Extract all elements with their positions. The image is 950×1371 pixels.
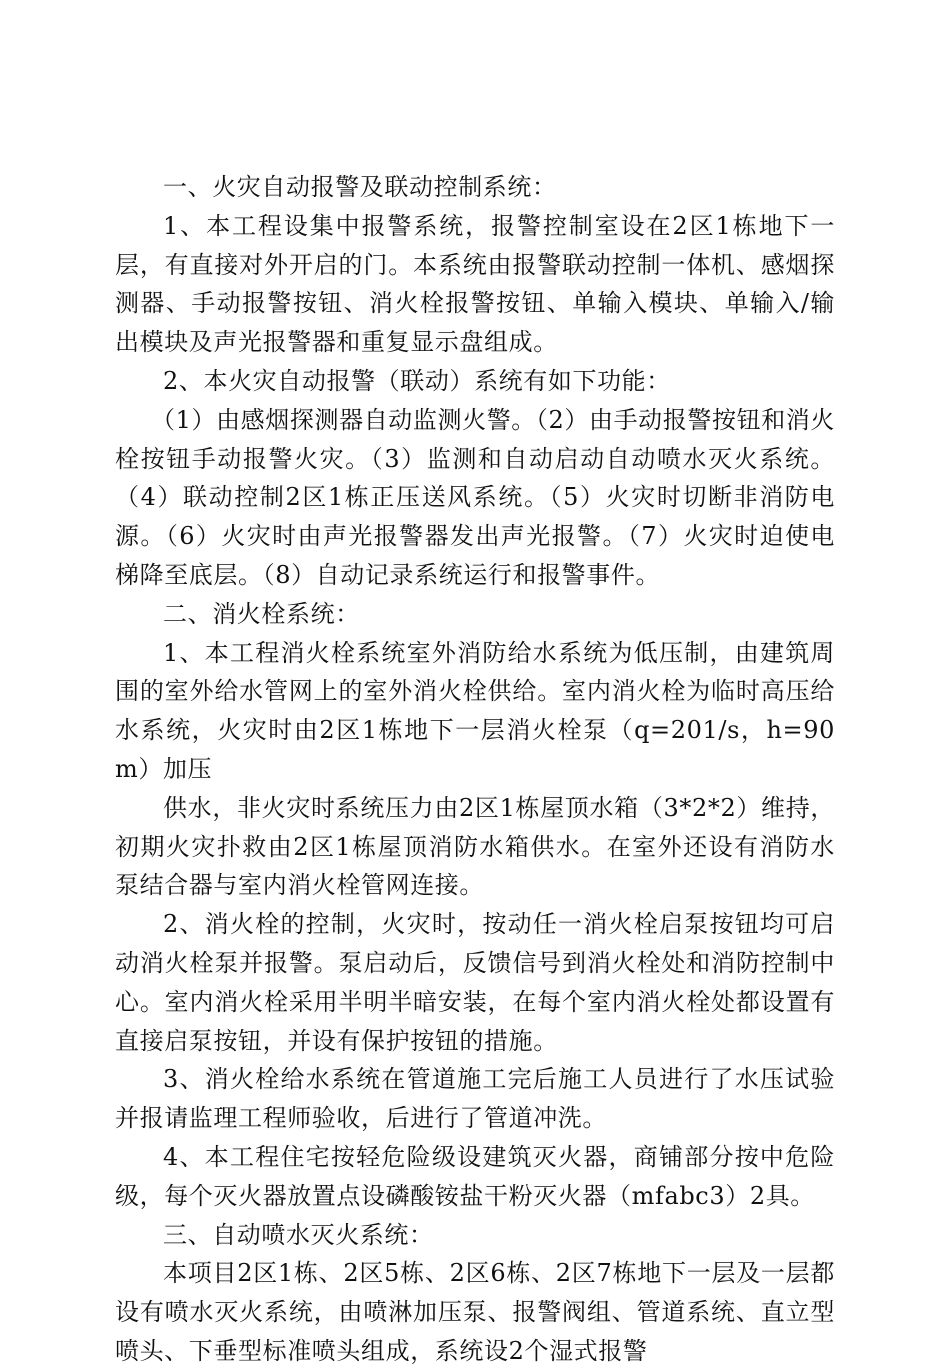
section-heading-sprinkler: 三、自动喷水灭火系统： [163, 1220, 434, 1249]
paragraph: 2、消火栓的控制，火灾时，按动任一消火栓启泵按钮均可启动消火栓泵并报警。泵启动后，反馈信号到消火栓处和消防控制中心。室内消火栓采用半明半暗安装，在每个室内消火栓处都设置有直接启泵按钮，并设有保护按钮的措施。 [115, 910, 835, 1055]
paragraph: 4、本工程住宅按轻危险级设建筑灭火器，商铺部分按中危险级，每个灭火器放置点设磷酸铵盐干粉灭火器（mfabc3）2具。 [115, 1142, 835, 1210]
paragraph: 本项目2区1栋、2区5栋、2区6栋、2区7栋地下一层及一层都设有喷水灭火系统，由喷淋加压泵、报警阀组、管道系统、直立型喷头、下垂型标准喷头组成，系统设2个湿式报警 [115, 1259, 835, 1365]
paragraph: 2、本火灾自动报警（联动）系统有如下功能： [163, 366, 671, 395]
paragraph: 供水，非火灾时系统压力由2区1栋屋顶水箱（3*2*2）维持，初期火灾扑救由2区1栋屋顶消防水箱供水。在室外还设有消防水泵结合器与室内消火栓管网连接。 [115, 793, 835, 900]
section-heading-fire-alarm: 一、火灾自动报警及联动控制系统： [163, 173, 557, 201]
paragraph: 1、本工程设集中报警系统，报警控制室设在2区1栋地下一层，有直接对外开启的门。本系统由报警联动控制一体机、感烟探测器、手动报警按钮、消火栓报警按钮、单输入模块、单输入/输出模块及声光报警器和重复显示盘组成。 [115, 211, 835, 357]
paragraph: （1）由感烟探测器自动监测火警。（2）由手动报警按钮和消火栓按钮手动报警火灾。（3）监测和自动启动自动喷水灭火系统。（4）联动控制2区1栋正压送风系统。（5）火灾时切断非消防电源。（6）火灾时由声光报警器发出声光报警。（7）火灾时迫使电梯降至底层。（8）自动记录系统运行和报警事件。 [115, 405, 835, 589]
section-heading-hydrant: 二、消火栓系统： [163, 599, 360, 628]
paragraph: 3、消火栓给水系统在管道施工完后施工人员进行了水压试验并报请监理工程师验收，后进行了管道冲洗。 [115, 1065, 835, 1133]
paragraph: 1、本工程消火栓系统室外消防给水系统为低压制，由建筑周围的室外给水管网上的室外消火栓供给。室内消火栓为临时高压给水系统，火灾时由2区1栋地下一层消火栓泵（q=201/s，h=90m）加压 [115, 638, 835, 783]
document-body [115, 168, 835, 1371]
